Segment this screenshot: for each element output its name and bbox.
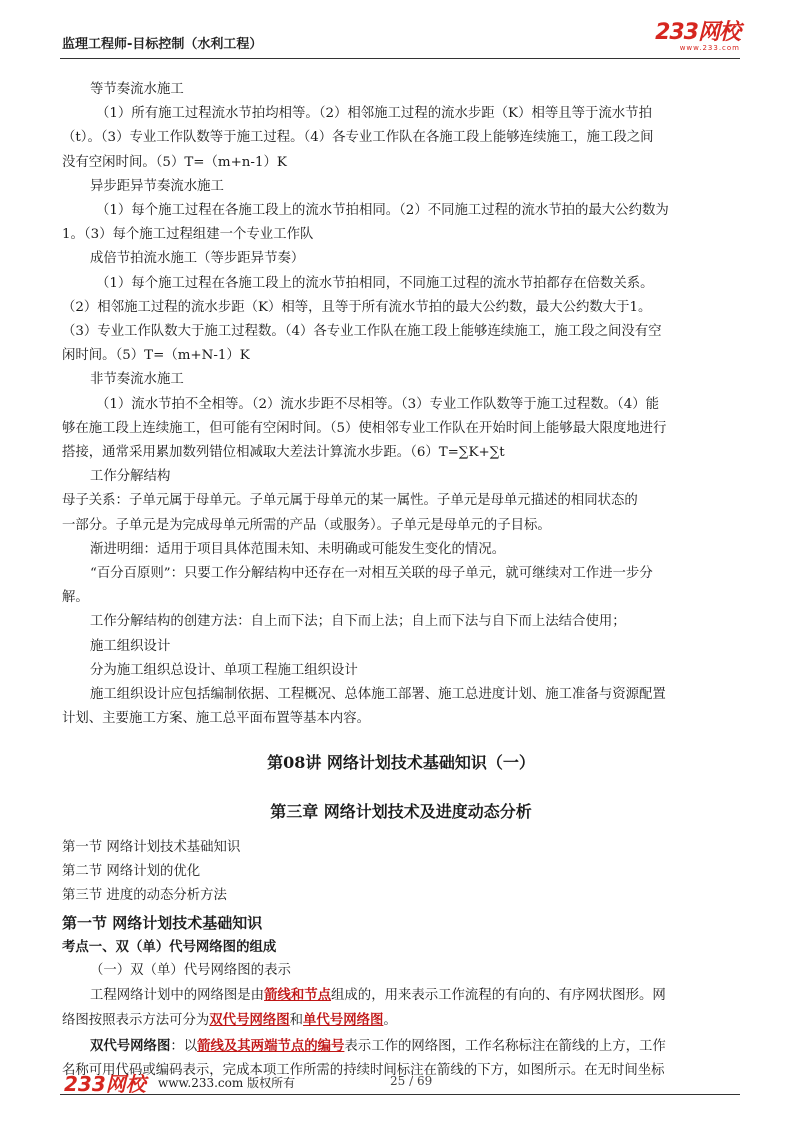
paragraph: 施工组织设计应包括编制依据、工程概况、总体施工部署、施工总进度计划、施工准备与资源配置 xyxy=(90,687,666,703)
heading-wbs: 工作分解结构 xyxy=(90,469,171,485)
brand-logo xyxy=(655,22,740,52)
key-point-title: 考点一、双（单）代号网络图的组成 xyxy=(62,938,277,955)
chapter-title: 第三章 网络计划技术及进度动态分析 xyxy=(270,801,532,821)
page-footer xyxy=(60,1064,740,1096)
paragraph: 闲时间。（5）T=（m+N-1）K xyxy=(62,348,250,364)
paragraph: 1。（3）每个施工过程组建一个专业工作队 xyxy=(62,227,314,243)
paragraph: 一部分。子单元是为完成母单元所需的产品（或服务）。子单元是母单元的子目标。 xyxy=(62,517,551,533)
section-title: 第一节 网络计划技术基础知识 xyxy=(62,913,263,932)
logo-site: www.233.com xyxy=(679,44,740,52)
page-content xyxy=(62,78,740,1083)
term-label: 双代号网络图 xyxy=(90,1037,171,1054)
logo-text: 233网校 xyxy=(655,20,740,45)
paragraph: 搭接，通常采用累加数列错位相减取大差法计算流水步距。（6）T=∑K+∑t xyxy=(62,445,505,461)
heading-multiple-rhythm: 成倍节拍流水施工（等步距异节奏） xyxy=(90,251,305,267)
toc-item: 第二节 网络计划的优化 xyxy=(62,864,201,880)
paragraph: （t）。（3）专业工作队数等于施工过程。（4）各专业工作队在各施工段上能够连续施工，施工段之间 xyxy=(62,130,654,146)
heading-unequal-rhythm: 异步距异节奏流水施工 xyxy=(90,178,224,194)
paragraph: （1）每个施工过程在各施工段上的流水节拍相同，不同施工过程的流水节拍都存在倍数关系。 xyxy=(96,275,654,291)
paragraph: 母子关系：子单元属于母单元。子单元属于母单元的某一属性。子单元是母单元描述的相同状态的 xyxy=(62,493,638,509)
footer-divider xyxy=(60,1094,740,1095)
highlight-term: 箭线及其两端节点的编号 xyxy=(197,1037,345,1054)
heading-equal-rhythm: 等节奏流水施工 xyxy=(90,82,184,97)
paragraph: 工程网络计划中的网络图是由箭线和节点组成的，用来表示工作流程的有向的、有序网状图形。网 xyxy=(90,987,666,1004)
lecture-title: 第08讲 网络计划技术基础知识（一） xyxy=(267,753,535,773)
heading-non-rhythm: 非节奏流水施工 xyxy=(90,372,184,388)
toc-item: 第一节 网络计划技术基础知识 xyxy=(62,839,241,855)
highlight-term: 单代号网络图 xyxy=(303,1012,384,1029)
paragraph: 双代号网络图：以箭线及其两端节点的编号表示工作的网络图，工作名称标注在箭线的上方，工作 xyxy=(90,1037,666,1054)
paragraph: 分为施工组织总设计、单项工程施工组织设计 xyxy=(90,662,358,678)
highlight-term: 双代号网络图 xyxy=(209,1012,290,1029)
page-header xyxy=(60,22,740,59)
paragraph: （1）每个施工过程在各施工段上的流水节拍相同。（2）不同施工过程的流水节拍的最大公约数为 xyxy=(96,203,669,219)
paragraph: （3）专业工作队数大于施工过程数。（4）各专业工作队在施工段上能够连续施工，施工段之间没有空 xyxy=(62,324,662,340)
paragraph: （1）流水节拍不全相等。（2）流水步距不尽相等。（3）专业工作队数等于施工过程数。（4）能 xyxy=(96,396,659,412)
paragraph: 渐进明细：适用于项目具体范围未知、未明确或可能发生变化的情况。 xyxy=(90,541,506,557)
paragraph: （2）相邻施工过程的流水步距（K）相等，且等于所有流水节拍的最大公约数，最大公约数大于1。 xyxy=(62,299,652,315)
paragraph: 工作分解结构的创建方法：自上而下法；自下而上法；自上而下法与自下而上法结合使用； xyxy=(90,614,626,630)
paragraph: 解。 xyxy=(62,590,89,606)
paragraph: 够在施工段上连续施工，但可能有空闲时间。（5）使相邻专业工作队在开始时间上能够最大限度地进行 xyxy=(62,420,667,436)
sub-title: （一）双（单）代号网络图的表示 xyxy=(90,962,291,978)
paragraph: 没有空闲时间。（5）T=（m+n-1）K xyxy=(62,154,287,170)
paragraph: “百分百原则”：只要工作分解结构中还存在一对相互关联的母子单元，就可继续对工作进一步分 xyxy=(90,566,653,582)
paragraph: （1）所有施工过程流水节拍均相等。（2）相邻施工过程的流水步距（K）相等且等于流水节拍 xyxy=(96,106,652,122)
page-number: 25 / 69 xyxy=(390,1074,433,1088)
document-title: 监理工程师-目标控制（水利工程） xyxy=(62,37,263,52)
paragraph: 络图按照表示方法可分为双代号网络图和单代号网络图。 xyxy=(62,1012,397,1029)
heading-construction-design: 施工组织设计 xyxy=(90,638,171,654)
toc-item: 第三节 进度的动态分析方法 xyxy=(62,888,227,904)
footer-copyright: www.233.com 版权所有 xyxy=(158,1076,296,1090)
paragraph: 名称可用代码或编码表示，完成本项工作所需的持续时间标注在箭线的下方，如图所示。在无时间坐标 xyxy=(62,1062,665,1078)
footer-logo: 233网校 xyxy=(64,1072,146,1096)
highlight-term: 箭线和节点 xyxy=(264,987,332,1004)
paragraph: 计划、主要施工方案、施工总平面布置等基本内容。 xyxy=(62,711,370,727)
